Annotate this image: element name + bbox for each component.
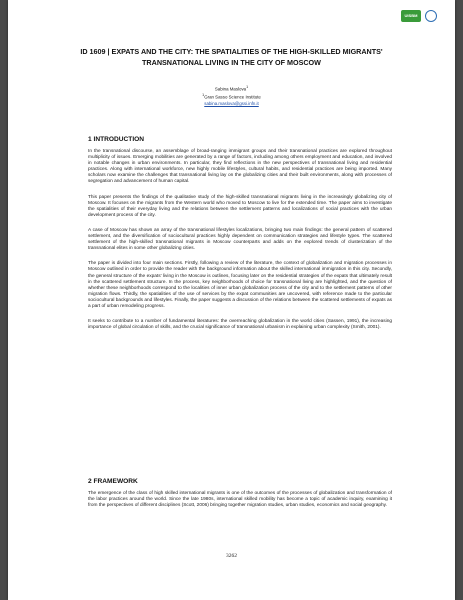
paragraph: In the transnational discourse, an assemblage of broad-ranging immigrant groups and their transnational practices are explored throughout multiplicity of issues. Emerging mobilities are generated by a range of factors, including among others employment and education, and involved in notable changes in urban environments. In particular, they find reflections in the new perspectives of transnational living and residential practices. Along with international workforce, new highly mobile lifestyles, cultural habits, and residential practices are being imported. Many scholars now examine the challenges that transnational living lay on the globalizing cities and their built environments, along with processes of segregation and advancement of human capital.: [88, 149, 392, 185]
section-framework: [88, 478, 392, 518]
paragraph: The emergence of the class of high skilled international migrants is one of the outcomes of the processes of globalization and transformation of the labor practices around the world. Since the late 1980s, international skilled mobility has become a topic of academic inquiry, examining it from the perspectives of different disciplines (Scott, 2006) bringing together migration studies, urban studies, economics and social geography.: [88, 491, 392, 509]
section-heading: 1 INTRODUCTION: [88, 136, 145, 143]
paper-title: ID 1609 | EXPATS AND THE CITY: THE SPATIALITIES OF THE HIGH-SKILLED MIGRANTS' TRANSNATIONAL LIVING IN THE CITY OF MOSCOW: [80, 47, 383, 67]
paragraph: It seeks to contribute to a number of fundamental literatures: the overreaching globalization in the world cities (Sassen, 1991), the increasing importance of global circulation of skills, and the crucial significance of transnational urbanism in explaining urban complexity (Smith, 2001).: [88, 319, 392, 331]
document-page: [8, 0, 455, 600]
author-name: Sabina Maslova$^1$: [214, 85, 249, 92]
logo-badge: UISBM: [401, 10, 421, 22]
paragraph: The paper is divided into four main sections. Firstly, following a review of the literature, the context of globalization and migration processes in Moscow outlined in order to provide the reader with the background information about the skilled international immigration in this city. Secondly, the general structure of the expats' living in the Moscow is outlines, focusing later on the residential strategies of the expats that ultimately result in the scattered settlement structure. In the process, key neighborhoods of choice for transnational living are highlighted, and the question of whether these neighborhoods correspond to the localities of inner urban globalization process of the city and to the settlement patterns of other migration flows. Thirdly, the spatialities of the use of services by the expat communities are uncovered, with reference made to the particular sociocultural backgrounds and lifestyles. Finally, the paper suggests a discussion of the relations between the scattered settlements of expats as a part of urban remodeling progress.: [88, 261, 392, 309]
paragraph: This paper presents the findings of the qualitative study of the high-skilled transnational migrants living in the increasingly globalizing city of Moscow. It focuses on the migrants from the Western world who moved to Moscow to live for the extended time. The paper aims to investigate the spatialities of their everyday living and the relations between the settlement patterns and localizations of social practices with the urban development process of the city.: [88, 194, 392, 218]
logo-mark-icon: [425, 10, 437, 22]
conference-logo: [401, 10, 437, 22]
author-block: [8, 84, 455, 107]
author-affiliation: $^1$Gran Sasso Science Institute: [202, 93, 261, 100]
paragraph: A case of Moscow has shown an array of the transnational lifestyles localizations, bringing two main findings: the general pattern of scattered settlement, and the diversification of sociocultural practices highly dependent on communication strategies and lifestyle types. The scattered settlement of the high-skilled transnational migrants in Moscow counterparts and adds on the explored trends of clusterization of the transnational elites in some other globalizing cities.: [88, 227, 392, 252]
section-introduction: [88, 136, 392, 340]
page-number: 3262: [226, 553, 237, 559]
author-email-link[interactable]: sabina.maslova@gssi.infn.it: [204, 100, 259, 106]
section-heading: 2 FRAMEWORK: [88, 478, 138, 485]
